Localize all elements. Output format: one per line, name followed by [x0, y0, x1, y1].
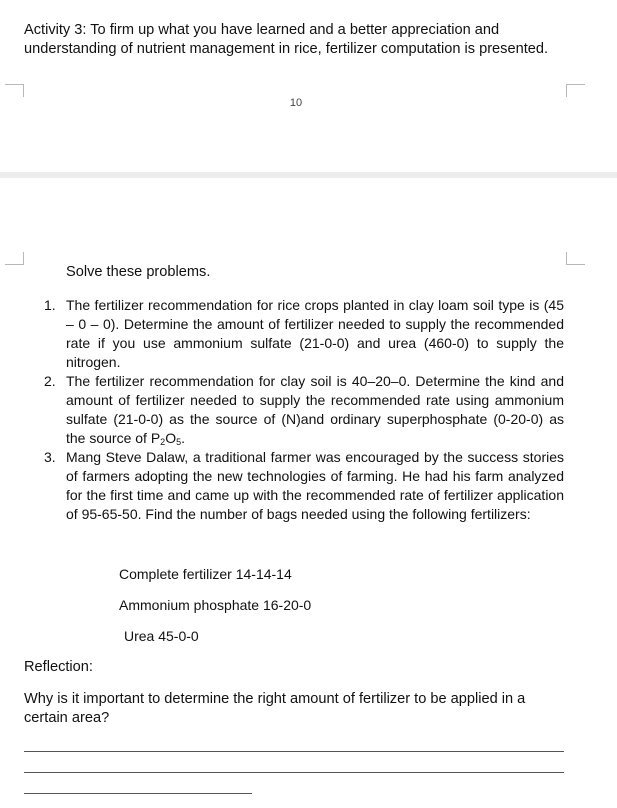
problem-item [44, 296, 564, 372]
fertilizer-item: Ammonium phosphate 16-20-0 [119, 597, 312, 613]
fertilizer-item: Complete fertilizer 14-14-14 [119, 566, 292, 582]
crop-mark-bottom-right [566, 252, 585, 265]
exercise-title: Solve these problems. [66, 264, 211, 280]
answer-line[interactable] [24, 793, 252, 794]
crop-mark-top-right [566, 84, 585, 97]
problem-text: The fertilizer recommendation for clay soil is 40–20–0. Determine the kind and amount of fertilizer needed to supply the recommended rate using ammonium sulfate (21-0-0) as the source of (N)and ordinary superphosphate (0-20-0) as the source of $P_2O_5$. [66, 373, 564, 447]
answer-line[interactable] [24, 772, 564, 773]
page-break [0, 172, 617, 178]
activity-heading: Activity 3: To firm up what you have learned and a better appreciation and understanding of nutrient management in rice, fertilizer computation is presented. [24, 22, 549, 57]
problem-item [44, 372, 564, 448]
problem-text: The fertilizer recommendation for rice crops planted in clay loam soil type is (45 – 0 – 0). Determine the amount of fertilizer needed to supply the recommended rate if you use ammonium sulfate (21-0-0) and urea (460-0) to supply the nitrogen. [66, 297, 564, 370]
problem-item [44, 448, 564, 524]
problem-text: Mang Steve Dalaw, a traditional farmer was encouraged by the success stories of farmers adopting the new technologies of farming. He had his farm analyzed for the first time and came up with the recommended rate of fertilizer application of 95-65-50. Find the number of bags needed using the following fertilizers: [66, 449, 564, 522]
problem-number: 1. [44, 297, 56, 313]
problem-list [44, 296, 564, 524]
reflection-label: Reflection: [24, 659, 93, 675]
crop-mark-bottom-left [5, 252, 24, 265]
problem-number: 2. [44, 373, 56, 389]
page-number: 10 [289, 97, 303, 109]
reflection-question: Why is it important to determine the right amount of fertilizer to be applied in a certain area? [24, 691, 526, 726]
fertilizer-item: Urea 45-0-0 [124, 628, 199, 644]
crop-mark-top-left [5, 84, 24, 97]
answer-line[interactable] [24, 751, 564, 752]
problem-number: 3. [44, 449, 56, 465]
